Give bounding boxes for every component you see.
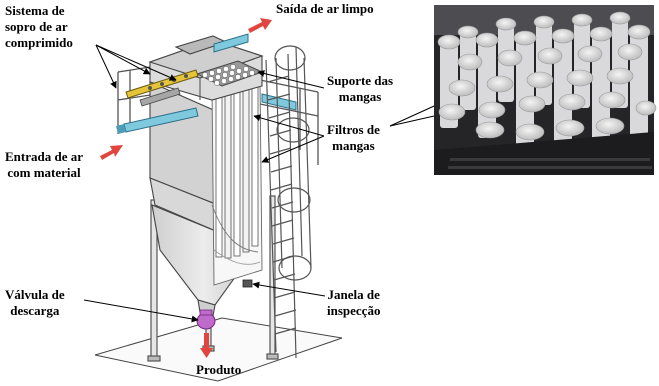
inspection-window-label: Janela de inspecção: [327, 287, 381, 318]
air-inlet-label: Entrada de ar com material: [5, 149, 83, 180]
inlet-arrow-icon: [100, 145, 123, 160]
product-label: Produto: [196, 362, 242, 377]
discharge-valve: [197, 310, 215, 329]
discharge-valve-label: Válvula de descarga: [5, 287, 65, 318]
clean-air-outlet-label: Saída de ar limpo: [276, 1, 374, 16]
clean-air-arrow-icon: [248, 18, 272, 33]
bag-filters-label: Filtros de mangas: [327, 122, 380, 153]
compressed-air-system-label: Sistema de sopro de ar comprimido: [5, 3, 73, 50]
bag-filter-photo: [434, 5, 656, 175]
bag-filter-cutaway: [212, 80, 262, 285]
inspection-window: [243, 280, 252, 287]
bag-support-label: Suporte das mangas: [327, 73, 394, 104]
